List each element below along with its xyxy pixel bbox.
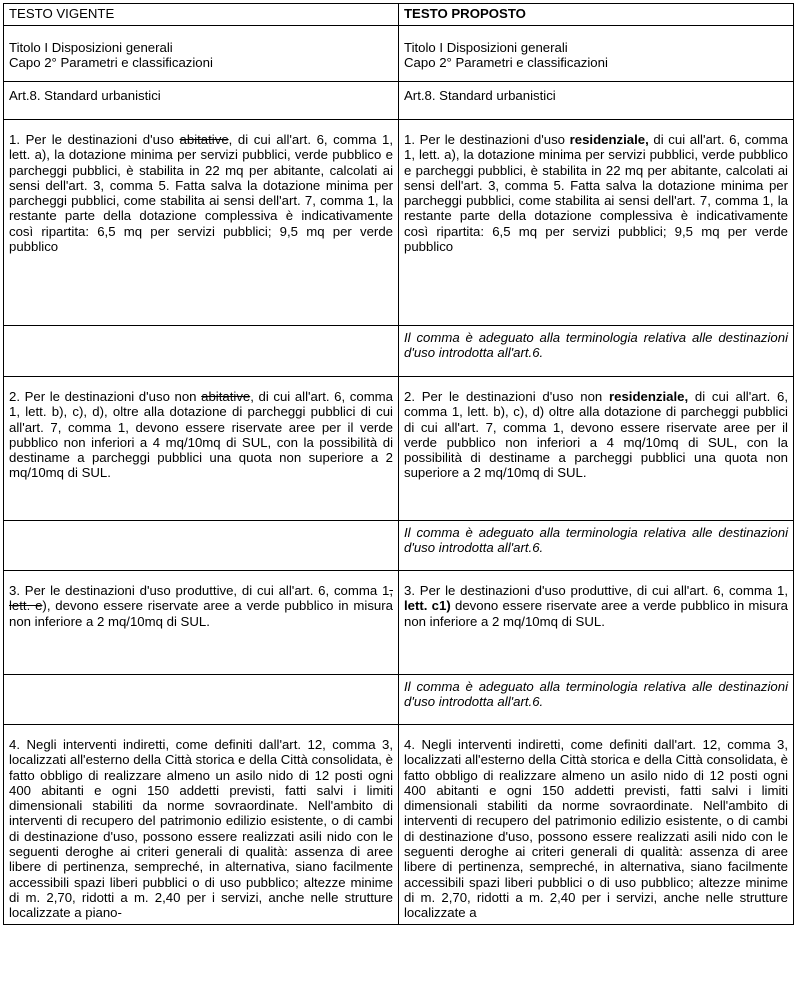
comma-text: ), devono essere riservate aree a verde pubblico in misura non inferiore a 2 mq/10mq di SUL.: [9, 598, 393, 629]
note-2-vigente-empty: [4, 521, 399, 571]
titolo-cell-vigente: [4, 26, 399, 82]
comma-1-proposto: [399, 120, 794, 326]
note-3-row: [4, 675, 794, 725]
comma-text: , di cui all'art. 6, comma 1, lett. b), c), d), oltre alla dotazione di parcheggi pubblici di cui all'art. 7, comma 1, devono essere riservate aree per il verde pubblico non inferiori a 4 mq/10mq di SUL, con la possibilità di destiname a parcheggi pubblici una quota non superiore a 2 mq/10mq di SUL.: [9, 389, 394, 481]
comma-text: 3. Per le destinazioni d'uso produttive, di cui all'art. 6, comma 1,: [404, 583, 788, 598]
article-cell-vigente: Art.8. Standard urbanistici: [4, 82, 399, 120]
titolo-row: [4, 26, 794, 82]
note-2-row: [4, 521, 794, 571]
deleted-text: abitative: [179, 132, 229, 147]
header-testo-proposto: TESTO PROPOSTO: [399, 4, 794, 26]
comma-3-vigente: [4, 571, 399, 675]
article-cell-proposto: Art.8. Standard urbanistici: [399, 82, 794, 120]
comparison-table: [3, 3, 794, 925]
comma-text: di cui all'art. 6, comma 1, lett. a), la dotazione minima per servizi pubblici, verde pubblico e parcheggi pubblici, è stabilita in 22 mq per abitante, calcolati ai sensi dell'art. 3, comma 5. Fatta salva la dotazione minima per parcheggi pubblici, come stabilita ai sensi dell'art. 7, comma 1, la restante parte della dotazione complessiva è indicativamente così ripartita: 6,5 mq per servizi pubblici; 9,5 mq per verde pubblico: [404, 132, 788, 255]
deleted-text: abitative: [201, 389, 251, 404]
comma-4-proposto: 4. Negli interventi indiretti, come definiti dall'art. 12, comma 3, localizzati all'esterno della Città storica e della Città consolidata, è fatto obbligo di realizzare almeno un asilo nido di 12 posti ogni 400 abitanti e ogni 150 addetti previsti, fatti salvi i limiti dimensionali stabiliti da norme sovraordinate. Nell'ambito di interventi di recupero del patrimonio edilizio esistente, o di cambi di destinazione d'uso, possono essere realizzati asili nido con le seguenti deroghe ai criteri generali di qualità: assenza di aree libere di pertinenza, sempreché, in alternativa, siano facilmente accessibili spazi liberi pubblici o di uso pubblico; altezze minime di m. 2,70, ridotti a m. 2,40 per i servizi, anche nelle strutture localizzate a: [399, 725, 794, 925]
comma-2-row: [4, 377, 794, 521]
comma-text: di cui all'art. 6, comma 1, lett. b), c), d) oltre alla dotazione di parcheggi pubblici di cui all'art. 7, comma 1, devono essere riservate aree per il verde pubblico non inferiori a 4 mq/10mq di SUL, con la possibilità di destiname a parcheggi pubblici una quota non superiore a 2 mq/10mq di SUL.: [404, 389, 788, 481]
article-row: [4, 82, 794, 120]
comma-2-vigente: [4, 377, 399, 521]
comma-text: , di cui all'art. 6, comma 1, lett. a), la dotazione minima per servizi pubblici, verde pubblico e parcheggi pubblici, è stabilita in 22 mq per abitante, calcolati ai sensi dell'art. 3, comma 5. Fatta salva la dotazione minima per parcheggi pubblici, come stabilita ai sensi dell'art. 7, comma 1, la restante parte della dotazione complessiva è indicativamente così ripartita: 6,5 mq per servizi pubblici; 9,5 mq per verde pubblico: [9, 132, 394, 255]
header-testo-vigente: TESTO VIGENTE: [4, 4, 399, 26]
comma-text: 1. Per le destinazioni d'uso: [404, 132, 570, 147]
comma-text: devono essere riservate aree a verde pubblico in misura non inferiore a 2 mq/10mq di SUL.: [404, 598, 788, 629]
comma-1-row: [4, 120, 794, 326]
note-1-row: [4, 326, 794, 377]
note-3-vigente-empty: [4, 675, 399, 725]
note-2-proposto: Il comma è adeguato alla terminologia relativa alle destinazioni d'uso introdotta all'art.6.: [399, 521, 794, 571]
comma-text: 2. Per le destinazioni d'uso non: [9, 389, 202, 404]
note-3-proposto: Il comma è adeguato alla terminologia relativa alle destinazioni d'uso introdotta all'art.6.: [399, 675, 794, 725]
comma-text: 2. Per le destinazioni d'uso non: [404, 389, 609, 404]
inserted-text: residenziale,: [569, 132, 649, 147]
titolo-cell-proposto: [399, 26, 794, 82]
inserted-text: lett. c1): [404, 598, 451, 614]
capo-line: Capo 2° Parametri e classificazioni: [9, 55, 213, 71]
comma-2-proposto: [399, 377, 794, 521]
titolo-line: Titolo I Disposizioni generali: [9, 40, 173, 55]
comma-3-row: [4, 571, 794, 675]
capo-line: Capo 2° Parametri e classificazioni: [404, 55, 608, 71]
deleted-text: , lett. e: [9, 583, 393, 614]
comma-text: 3. Per le destinazioni d'uso produttive, di cui all'art. 6, comma 1: [9, 583, 390, 598]
titolo-line: Titolo I Disposizioni generali: [404, 40, 568, 55]
header-row: [4, 4, 794, 26]
note-1-proposto: Il comma è adeguato alla terminologia relativa alle destinazioni d'uso introdotta all'art.6.: [399, 326, 794, 377]
comma-1-vigente: [4, 120, 399, 326]
comma-3-proposto: [399, 571, 794, 675]
comma-4-vigente: 4. Negli interventi indiretti, come definiti dall'art. 12, comma 3, localizzati all'esterno della Città storica e della Città consolidata, è fatto obbligo di realizzare almeno un asilo nido di 12 posti ogni 400 abitanti e ogni 150 addetti previsti, fatti salvi i limiti dimensionali stabiliti da norme sovraordinate. Nell'ambito di interventi di recupero del patrimonio edilizio esistente, o di cambi di destinazione d'uso, possono essere realizzati asili nido con le seguenti deroghe ai criteri generali di qualità: assenza di aree libere di pertinenza, sempreché, in alternativa, siano facilmente accessibili spazi liberi pubblici o di uso pubblico; altezze minime di m. 2,70, ridotti a m. 2,40 per i servizi, anche nelle strutture localizzate a piano-: [4, 725, 399, 925]
inserted-text: residenziale,: [608, 389, 689, 404]
note-1-vigente-empty: [4, 326, 399, 377]
comma-text: 1. Per le destinazioni d'uso: [9, 132, 180, 147]
comma-4-row: [4, 725, 794, 925]
